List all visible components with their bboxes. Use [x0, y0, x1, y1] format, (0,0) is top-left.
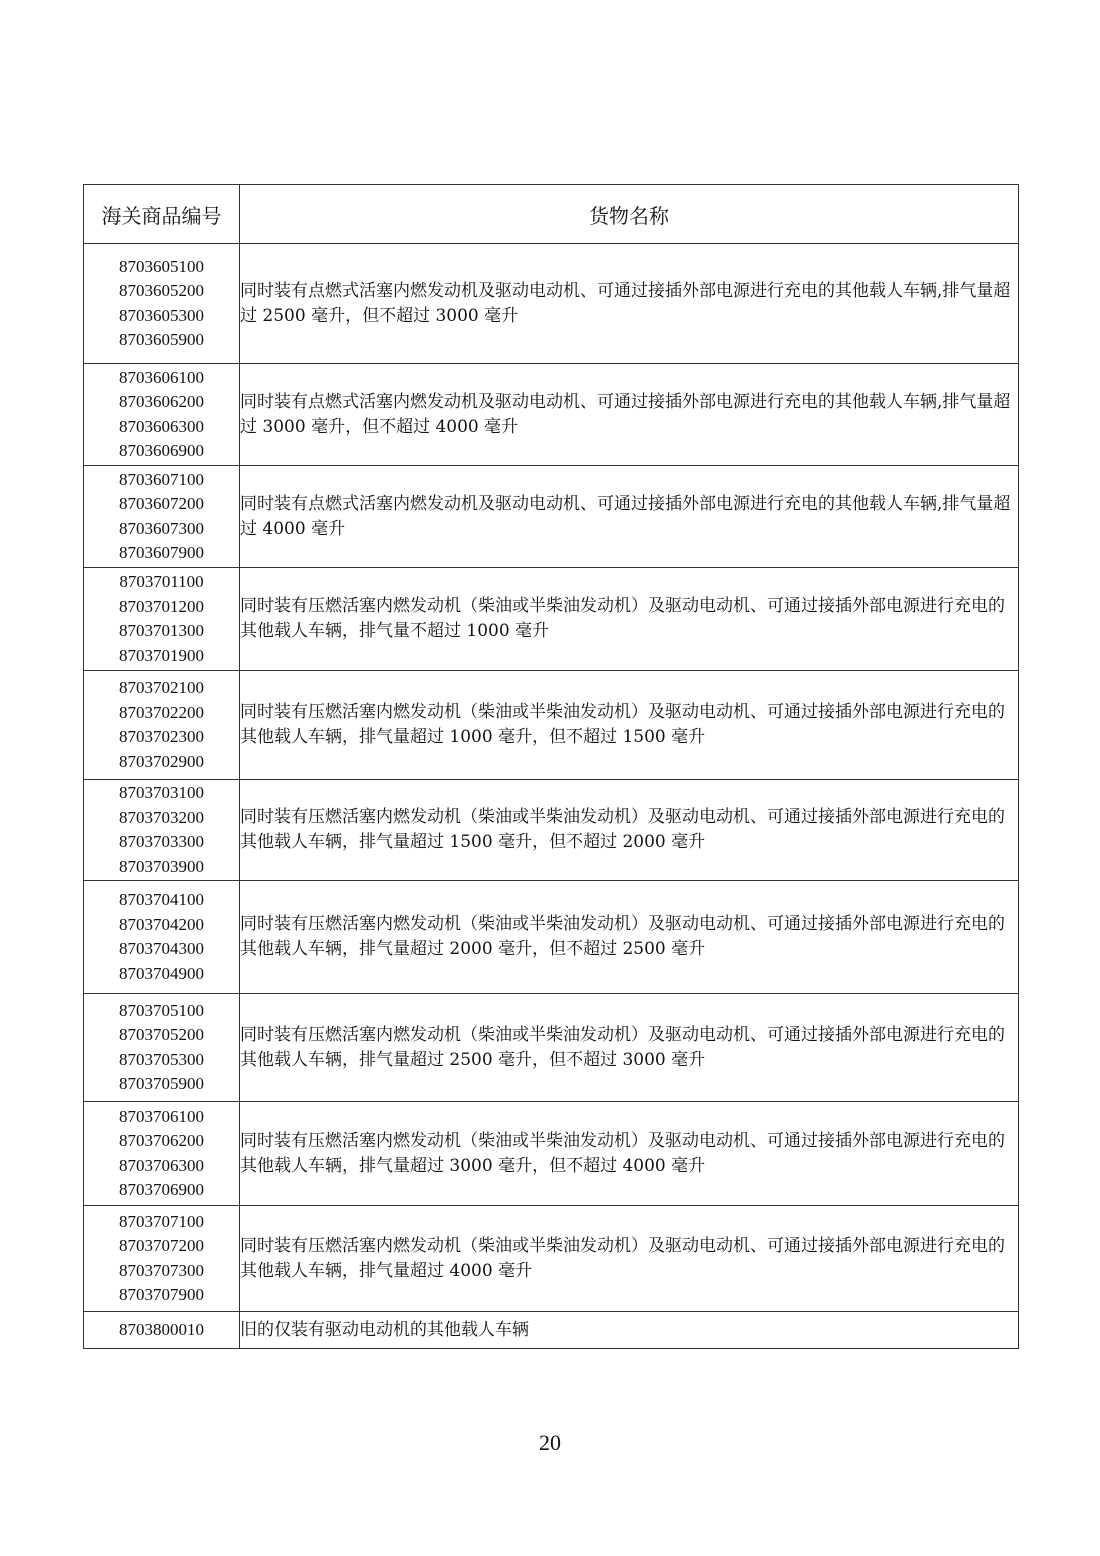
hs-code: 8703702300	[119, 727, 204, 746]
hs-code: 8703704100	[119, 890, 204, 909]
goods-name-cell: 同时装有压燃活塞内燃发动机（柴油或半柴油发动机）及驱动电动机、可通过接插外部电源进行充电的其他载人车辆，排气量超过 1000 毫升，但不超过 1500 毫升	[240, 671, 1019, 780]
table-row	[84, 244, 1019, 364]
hs-code: 8703705200	[119, 1025, 204, 1044]
hs-code: 8703606300	[119, 416, 204, 436]
hs-code: 8703702100	[119, 678, 204, 697]
hs-code: 8703707200	[119, 1236, 204, 1255]
table-row	[84, 671, 1019, 780]
hs-code-cell	[84, 1102, 240, 1206]
hs-code: 8703703200	[119, 807, 204, 827]
table-row	[84, 466, 1019, 568]
goods-name-cell: 同时装有压燃活塞内燃发动机（柴油或半柴油发动机）及驱动电动机、可通过接插外部电源进行充电的其他载人车辆，排气量超过 3000 毫升，但不超过 4000 毫升	[240, 1102, 1019, 1206]
hs-code: 8703605200	[119, 281, 204, 300]
hs-code: 8703706900	[119, 1180, 204, 1199]
hs-code: 8703605900	[119, 330, 204, 349]
hs-code-cell	[84, 364, 240, 466]
hs-code: 8703706100	[119, 1106, 204, 1126]
hs-code: 8703605300	[119, 305, 204, 325]
hs-code-cell	[84, 994, 240, 1102]
table-row	[84, 994, 1019, 1102]
hs-code: 8703705300	[119, 1049, 204, 1069]
table-row	[84, 364, 1019, 466]
hs-code: 8703607300	[119, 518, 204, 538]
hs-code: 8703707300	[119, 1260, 204, 1280]
goods-name-cell: 同时装有压燃活塞内燃发动机（柴油或半柴油发动机）及驱动电动机、可通过接插外部电源进行充电的其他载人车辆，排气量超过 2500 毫升，但不超过 3000 毫升	[240, 994, 1019, 1102]
table-row	[84, 780, 1019, 881]
hs-code-cell	[84, 881, 240, 994]
table-row	[84, 568, 1019, 671]
hs-code: 8703706200	[119, 1131, 204, 1150]
table-row	[84, 1206, 1019, 1312]
goods-name-cell: 旧的仅装有驱动电动机的其他载人车辆	[240, 1312, 1019, 1349]
goods-name-cell: 同时装有压燃活塞内燃发动机（柴油或半柴油发动机）及驱动电动机、可通过接插外部电源进行充电的其他载人车辆，排气量超过 4000 毫升	[240, 1206, 1019, 1312]
hs-code: 8703703900	[119, 856, 204, 876]
hs-code: 8703704900	[119, 963, 204, 983]
hs-code: 8703605100	[119, 256, 204, 276]
hs-code: 8703800010	[119, 1319, 204, 1339]
table-row	[84, 1312, 1019, 1349]
goods-name-cell: 同时装有压燃活塞内燃发动机（柴油或半柴油发动机）及驱动电动机、可通过接插外部电源进行充电的其他载人车辆，排气量不超过 1000 毫升	[240, 568, 1019, 671]
hs-code-cell	[84, 671, 240, 780]
hs-code-cell	[84, 1206, 240, 1312]
hs-code: 8703606200	[119, 392, 204, 411]
hs-code: 8703705100	[119, 1000, 204, 1020]
hs-code: 8703707900	[119, 1285, 204, 1304]
table-body	[84, 244, 1019, 1349]
page-number: 20	[539, 1430, 561, 1455]
table-row	[84, 1102, 1019, 1206]
hs-code: 8703703300	[119, 832, 204, 851]
hs-code: 8703607200	[119, 494, 204, 513]
hs-code: 8703607100	[119, 469, 204, 489]
goods-name-cell: 同时装有压燃活塞内燃发动机（柴油或半柴油发动机）及驱动电动机、可通过接插外部电源进行充电的其他载人车辆，排气量超过 2000 毫升，但不超过 2500 毫升	[240, 881, 1019, 994]
header-goods-name: 货物名称	[240, 185, 1019, 244]
goods-name-cell: 同时装有压燃活塞内燃发动机（柴油或半柴油发动机）及驱动电动机、可通过接插外部电源进行充电的其他载人车辆，排气量超过 1500 毫升，但不超过 2000 毫升	[240, 780, 1019, 881]
hs-code: 8703701300	[119, 621, 204, 640]
hs-code: 8703702900	[119, 751, 204, 771]
hs-code: 8703703100	[119, 783, 204, 802]
hs-code: 8703701900	[119, 645, 204, 665]
hs-code: 8703702200	[119, 702, 204, 722]
hs-code: 8703701200	[119, 596, 204, 616]
goods-name-cell: 同时装有点燃式活塞内燃发动机及驱动电动机、可通过接插外部电源进行充电的其他载人车辆,排气量超过 3000 毫升，但不超过 4000 毫升	[240, 364, 1019, 466]
goods-name-cell: 同时装有点燃式活塞内燃发动机及驱动电动机、可通过接插外部电源进行充电的其他载人车辆,排气量超过 2500 毫升，但不超过 3000 毫升	[240, 244, 1019, 364]
hs-code: 8703704200	[119, 914, 204, 934]
hs-code: 8703704300	[119, 939, 204, 958]
hs-code: 8703701100	[119, 572, 204, 591]
hs-code-cell	[84, 568, 240, 671]
hs-code: 8703606100	[119, 367, 204, 387]
goods-table	[83, 184, 1019, 1349]
table-header-row	[84, 185, 1019, 244]
hs-code-cell	[84, 466, 240, 568]
hs-code: 8703607900	[119, 543, 204, 562]
hs-code: 8703606900	[119, 441, 204, 460]
hs-code-cell	[84, 244, 240, 364]
hs-code: 8703706300	[119, 1155, 204, 1175]
hs-code: 8703705900	[119, 1074, 204, 1093]
goods-name-cell: 同时装有点燃式活塞内燃发动机及驱动电动机、可通过接插外部电源进行充电的其他载人车辆,排气量超过 4000 毫升	[240, 466, 1019, 568]
hs-code: 8703707100	[119, 1211, 204, 1231]
hs-code-cell	[84, 1312, 240, 1349]
header-hs-code: 海关商品编号	[84, 185, 240, 244]
table-row	[84, 881, 1019, 994]
hs-code-cell	[84, 780, 240, 881]
